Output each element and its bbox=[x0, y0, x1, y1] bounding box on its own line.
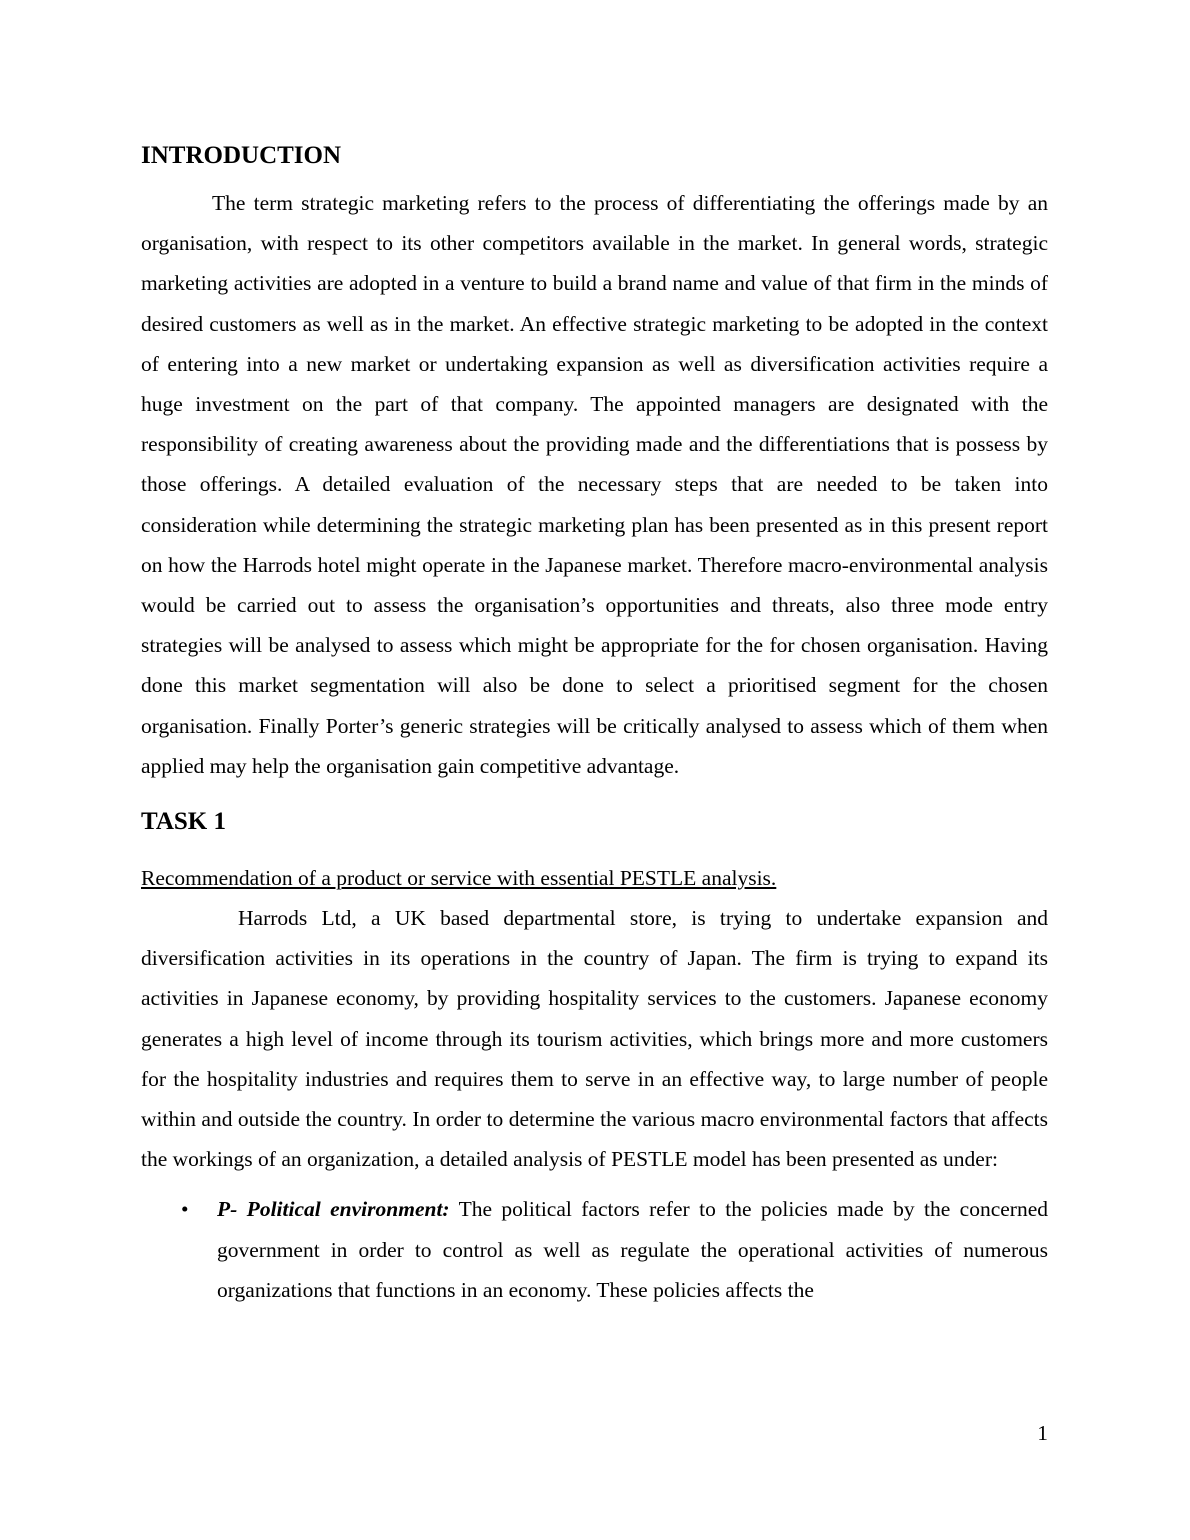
page-content bbox=[141, 138, 1048, 1310]
introduction-heading: INTRODUCTION bbox=[141, 142, 342, 169]
pestle-item-political bbox=[141, 1189, 1048, 1310]
pestle-list bbox=[141, 1189, 1048, 1310]
page-number: 1 bbox=[1037, 1421, 1048, 1445]
pestle-term-political: P- Political environment: bbox=[217, 1197, 450, 1222]
task-1-heading: TASK 1 bbox=[141, 808, 226, 836]
task-1-paragraph: Harrods Ltd, a UK based departmental store, is trying to undertake expansion and diversification activities in its operations in the country of Japan. The firm is trying to expand its activities in Japanese economy, by providing hospitality services to the customers. Japanese economy generates a high level of income through its tourism activities, which brings more and more customers for the hospitality industries and requires them to serve in an effective way, to large number of people within and outside the country. In order to determine the various macro environmental factors that affects the workings of an organization, a detailed analysis of PESTLE model has been presented as under: bbox=[141, 906, 1048, 1172]
introduction-paragraph: The term strategic marketing refers to the process of differentiating the offerings made by an organisation, with respect to its other competitors available in the market. In general words, strategic marketing activities are adopted in a venture to build a brand name and value of that firm in the minds of desired customers as well as in the market. An effective strategic marketing to be adopted in the context of entering into a new market or undertaking expansion as well as diversification activities require a huge investment on the part of that company. The appointed managers are designated with the responsibility of creating awareness about the providing made and the differentiations that is possess by those offerings. A detailed evaluation of the necessary steps that are needed to be taken into consideration while determining the strategic marketing plan has been presented as in this present report on how the Harrods hotel might operate in the Japanese market. Therefore macro-environmental analysis would be carried out to assess the organisation’s opportunities and threats, also three mode entry strategies will be analysed to assess which might be appropriate for the for chosen organisation. Having done this market segmentation will also be done to select a prioritised segment for the chosen organisation. Finally Porter’s generic strategies will be critically analysed to assess which of them when applied may help the organisation gain competitive advantage. bbox=[141, 191, 1048, 778]
pestle-description-political: The political factors refer to the policies made by the concerned government in order to control as well as regulate the operational activities of numerous organizations that functions in an economy. These policies affects the bbox=[217, 1197, 1048, 1302]
task-1-subheading: Recommendation of a product or service with essential PESTLE analysis. bbox=[141, 866, 777, 891]
bullet-icon: • bbox=[181, 1197, 189, 1222]
pestle-item-text bbox=[217, 1189, 1048, 1310]
